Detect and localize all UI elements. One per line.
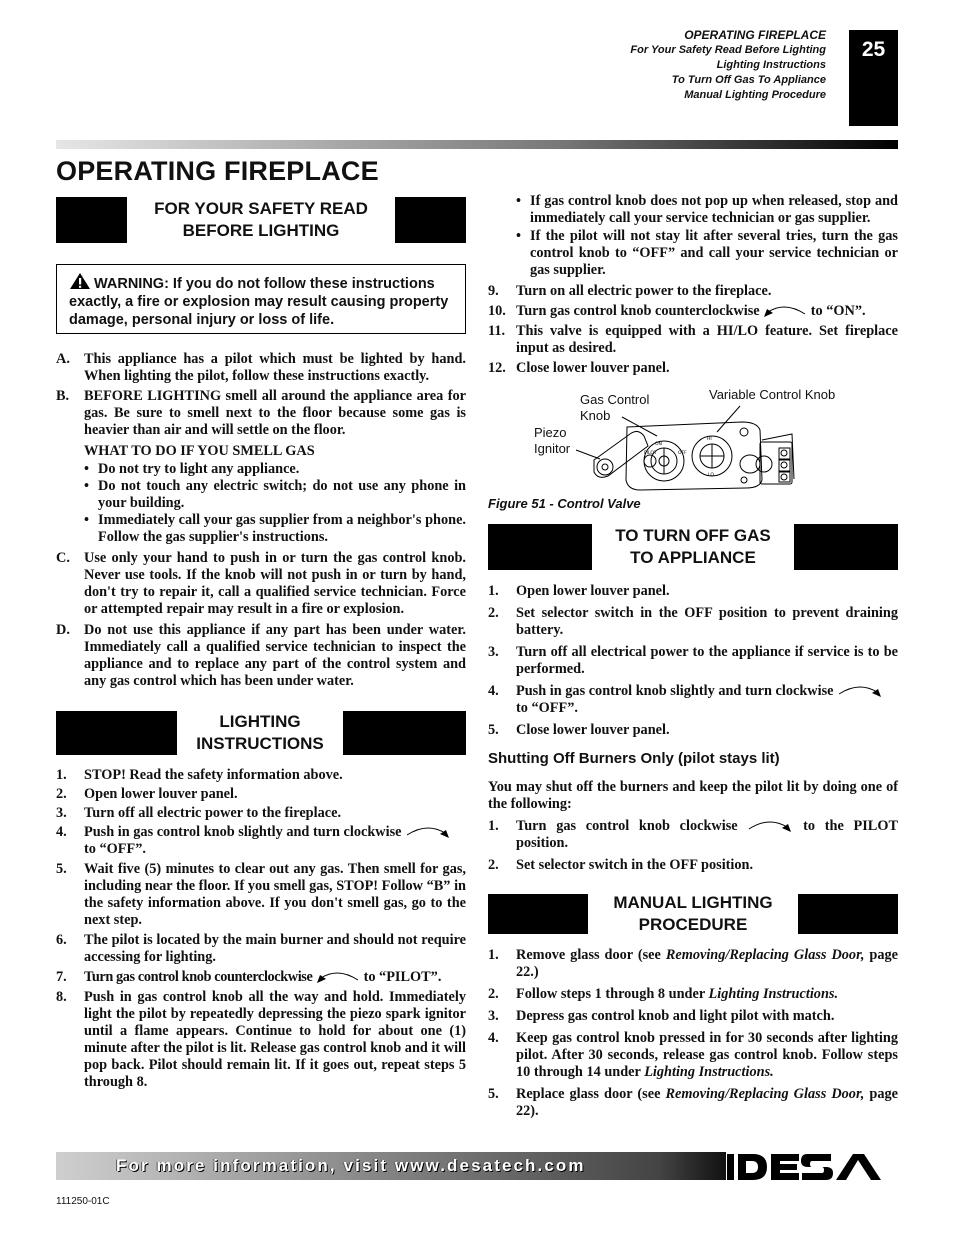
burners-intro: You may shut off the burners and keep the pilot lit by doing one of the following: — [488, 779, 898, 812]
safety-list — [56, 351, 466, 690]
heading-bar — [395, 197, 466, 243]
dial-mark: OFF — [678, 451, 687, 456]
safety-item: B. BEFORE LIGHTING smell all around the appliance area for gas. Be sure to smell next to the floor because some gas is heavier than air and will settle on the floor. — [56, 388, 466, 438]
document-code: 111250-01C — [56, 1196, 110, 1207]
control-valve-illustration — [532, 384, 862, 494]
section-heading-label — [127, 197, 395, 243]
section-heading-manual — [488, 894, 898, 934]
list-item: 6. The pilot is located by the main burner and should not require accessing for lighting. — [56, 932, 466, 965]
list-item: • If gas control knob does not pop up when released, stop and immediately call your service technician or gas supplier. — [516, 193, 898, 226]
list-item: • Do not touch any electric switch; do not use any phone in your building. — [84, 478, 466, 511]
clockwise-arrow-icon — [747, 818, 793, 834]
list-item: 11. This valve is equipped with a HI/LO feature. Set fireplace input as desired. — [488, 323, 898, 356]
footer-band — [56, 1152, 726, 1180]
list-item: 4. Push in gas control knob slightly and turn clockwise to “OFF”. — [488, 683, 898, 717]
dial-mark: ON — [655, 442, 662, 447]
list-item: 9. Turn on all electric power to the fireplace. — [488, 283, 772, 299]
running-header-item: For Your Safety Read Before Lighting — [630, 44, 826, 56]
running-header — [570, 28, 826, 103]
page-title: OPERATING FIREPLACE — [56, 156, 379, 186]
heading-bar — [794, 524, 898, 570]
list-item: • If the pilot will not stay lit after several tries, turn the gas control knob to “OFF” and call your service technician or gas supplier. — [516, 228, 898, 278]
running-header-title: OPERATING FIREPLACE — [684, 28, 826, 42]
warning-box — [56, 264, 466, 334]
turn-off-steps — [488, 583, 898, 739]
list-item: 10. Turn gas control knob counterclockwise to “ON”. — [488, 303, 866, 319]
lighting-bullets — [488, 193, 898, 279]
lighting-steps — [56, 767, 466, 1091]
section-heading-lighting — [56, 711, 466, 755]
section-heading-label — [592, 524, 794, 570]
manual-steps — [488, 947, 898, 1120]
heading-line: INSTRUCTIONS — [196, 734, 324, 753]
list-item: 7. Turn gas control knob counterclockwise to “PILOT”. — [56, 969, 442, 985]
list-item: 2. Open lower louver panel. — [56, 786, 238, 802]
heading-bar — [56, 711, 177, 755]
section-heading-label — [588, 894, 798, 934]
list-item: 1. STOP! Read the safety information above. — [56, 767, 343, 783]
list-item: 2. Follow steps 1 through 8 under Lighting Instructions. — [488, 986, 839, 1002]
counterclockwise-arrow-icon — [763, 303, 807, 319]
heading-line: TO APPLIANCE — [630, 548, 756, 567]
heading-bar — [798, 894, 898, 934]
running-header-item: Lighting Instructions — [716, 59, 826, 71]
clockwise-arrow-icon — [837, 683, 883, 699]
heading-line: FOR YOUR SAFETY READ — [154, 199, 368, 218]
list-item: 3. Turn off all electrical power to the appliance if service is to be performed. — [488, 644, 898, 677]
list-item: 12. Close lower louver panel. — [488, 360, 670, 376]
heading-bar — [343, 711, 466, 755]
desa-logo — [727, 1148, 899, 1186]
burners-section — [488, 779, 898, 874]
list-item: 5. Close lower louver panel. — [488, 722, 670, 738]
gas-control-knob-label: Gas Control Knob — [580, 392, 650, 423]
warning-triangle-icon — [69, 272, 91, 290]
list-item: 4. Push in gas control knob slightly and turn clockwise to “OFF”. — [56, 824, 466, 858]
section-heading-label — [177, 711, 343, 755]
header-rule — [56, 140, 898, 149]
safety-item: C. Use only your hand to push in or turn the gas control knob. Never use tools. If the knob will not push in or turn by hand, don't try to repair it, call a qualified service technician. Force or attempted repair may result in a fire or explosion. — [56, 550, 466, 617]
shutting-off-burners-heading: Shutting Off Burners Only (pilot stays lit) — [488, 750, 780, 767]
running-header-item: To Turn Off Gas To Appliance — [671, 74, 826, 86]
heading-line: PROCEDURE — [638, 915, 748, 934]
smell-gas-bullets — [56, 461, 466, 546]
list-item: 2. Set selector switch in the OFF position. — [488, 857, 754, 873]
list-item: • Do not try to light any appliance. — [84, 461, 300, 477]
list-item: 1. Open lower louver panel. — [488, 583, 670, 599]
list-item: 1. Turn gas control knob clockwise to the PILOT position. — [488, 818, 899, 851]
safety-item: A. This appliance has a pilot which must be lighted by hand. When lighting the pilot, follow these instructions exactly. — [56, 351, 466, 384]
smell-gas-heading: WHAT TO DO IF YOU SMELL GAS — [84, 443, 315, 459]
list-item: 5. Wait five (5) minutes to clear out any gas. Then smell for gas, including near the floor. If you smell gas, STOP! Follow “B” in the safety information above. If you don't smell gas, go to the next step. — [56, 861, 466, 928]
section-heading-turn-off — [488, 524, 898, 570]
heading-line: MANUAL LIGHTING — [613, 893, 773, 912]
page-number: 25 — [849, 30, 898, 126]
heading-line: LIGHTING — [219, 712, 301, 731]
dial-mark: LO — [708, 473, 714, 478]
safety-item: D. Do not use this appliance if any part has been under water. Immediately call a qualified service technician to inspect the appliance and to replace any part of the control system and any gas control which has been under water. — [56, 622, 466, 689]
list-item: 5. Replace glass door (see Removing/Replacing Glass Door, page 22). — [488, 1086, 898, 1119]
control-valve-figure — [532, 384, 862, 494]
list-item: 4. Keep gas control knob pressed in for 30 seconds after lighting pilot. After 30 seconds, release gas control knob. Follow steps 10 through 14 under Lighting Instructions. — [488, 1030, 898, 1080]
heading-bar — [56, 197, 127, 243]
list-item: 3. Turn off all electric power to the fireplace. — [56, 805, 342, 821]
list-item: 3. Depress gas control knob and light pilot with match. — [488, 1008, 835, 1024]
variable-control-knob-label: Variable Control Knob — [709, 387, 836, 402]
clockwise-arrow-icon — [405, 824, 451, 840]
counterclockwise-arrow-icon — [316, 969, 360, 985]
list-item: • Immediately call your gas supplier from a neighbor's phone. Follow the gas supplier's instructions. — [84, 512, 466, 545]
list-item: 8. Push in gas control knob all the way and hold. Immediately light the pilot by repeatedly depressing the piezo spark ignitor until a flame appears. Continue to hold for about one (1) minute after the pilot is lit. Release gas control knob and it will pop back. Pilot should remain lit. If it goes out, repeat steps 5 through 8. — [56, 989, 466, 1090]
dial-mark: HI — [707, 437, 712, 442]
footer-website-text: For more information, visit www.desatech.com — [116, 1156, 586, 1175]
list-item: 1. Remove glass door (see Removing/Replacing Glass Door, page 22.) — [488, 947, 898, 980]
running-header-item: Manual Lighting Procedure — [684, 89, 826, 101]
list-item: 2. Set selector switch in the OFF position to prevent draining battery. — [488, 605, 898, 638]
dial-mark: PILOT — [644, 451, 657, 456]
heading-line: BEFORE LIGHTING — [182, 221, 340, 240]
lighting-steps-continued — [488, 193, 898, 377]
figure-caption: Figure 51 - Control Valve — [488, 496, 641, 511]
piezo-ignitor-label: Piezo Ignitor — [534, 425, 571, 456]
heading-bar — [488, 894, 588, 934]
section-heading-safety — [56, 197, 466, 243]
heading-bar — [488, 524, 592, 570]
warning-text: WARNING: If you do not follow these instructions exactly, a fire or explosion may result causing property damage, personal injury or loss of life. — [69, 276, 449, 328]
heading-line: TO TURN OFF GAS — [615, 526, 771, 545]
